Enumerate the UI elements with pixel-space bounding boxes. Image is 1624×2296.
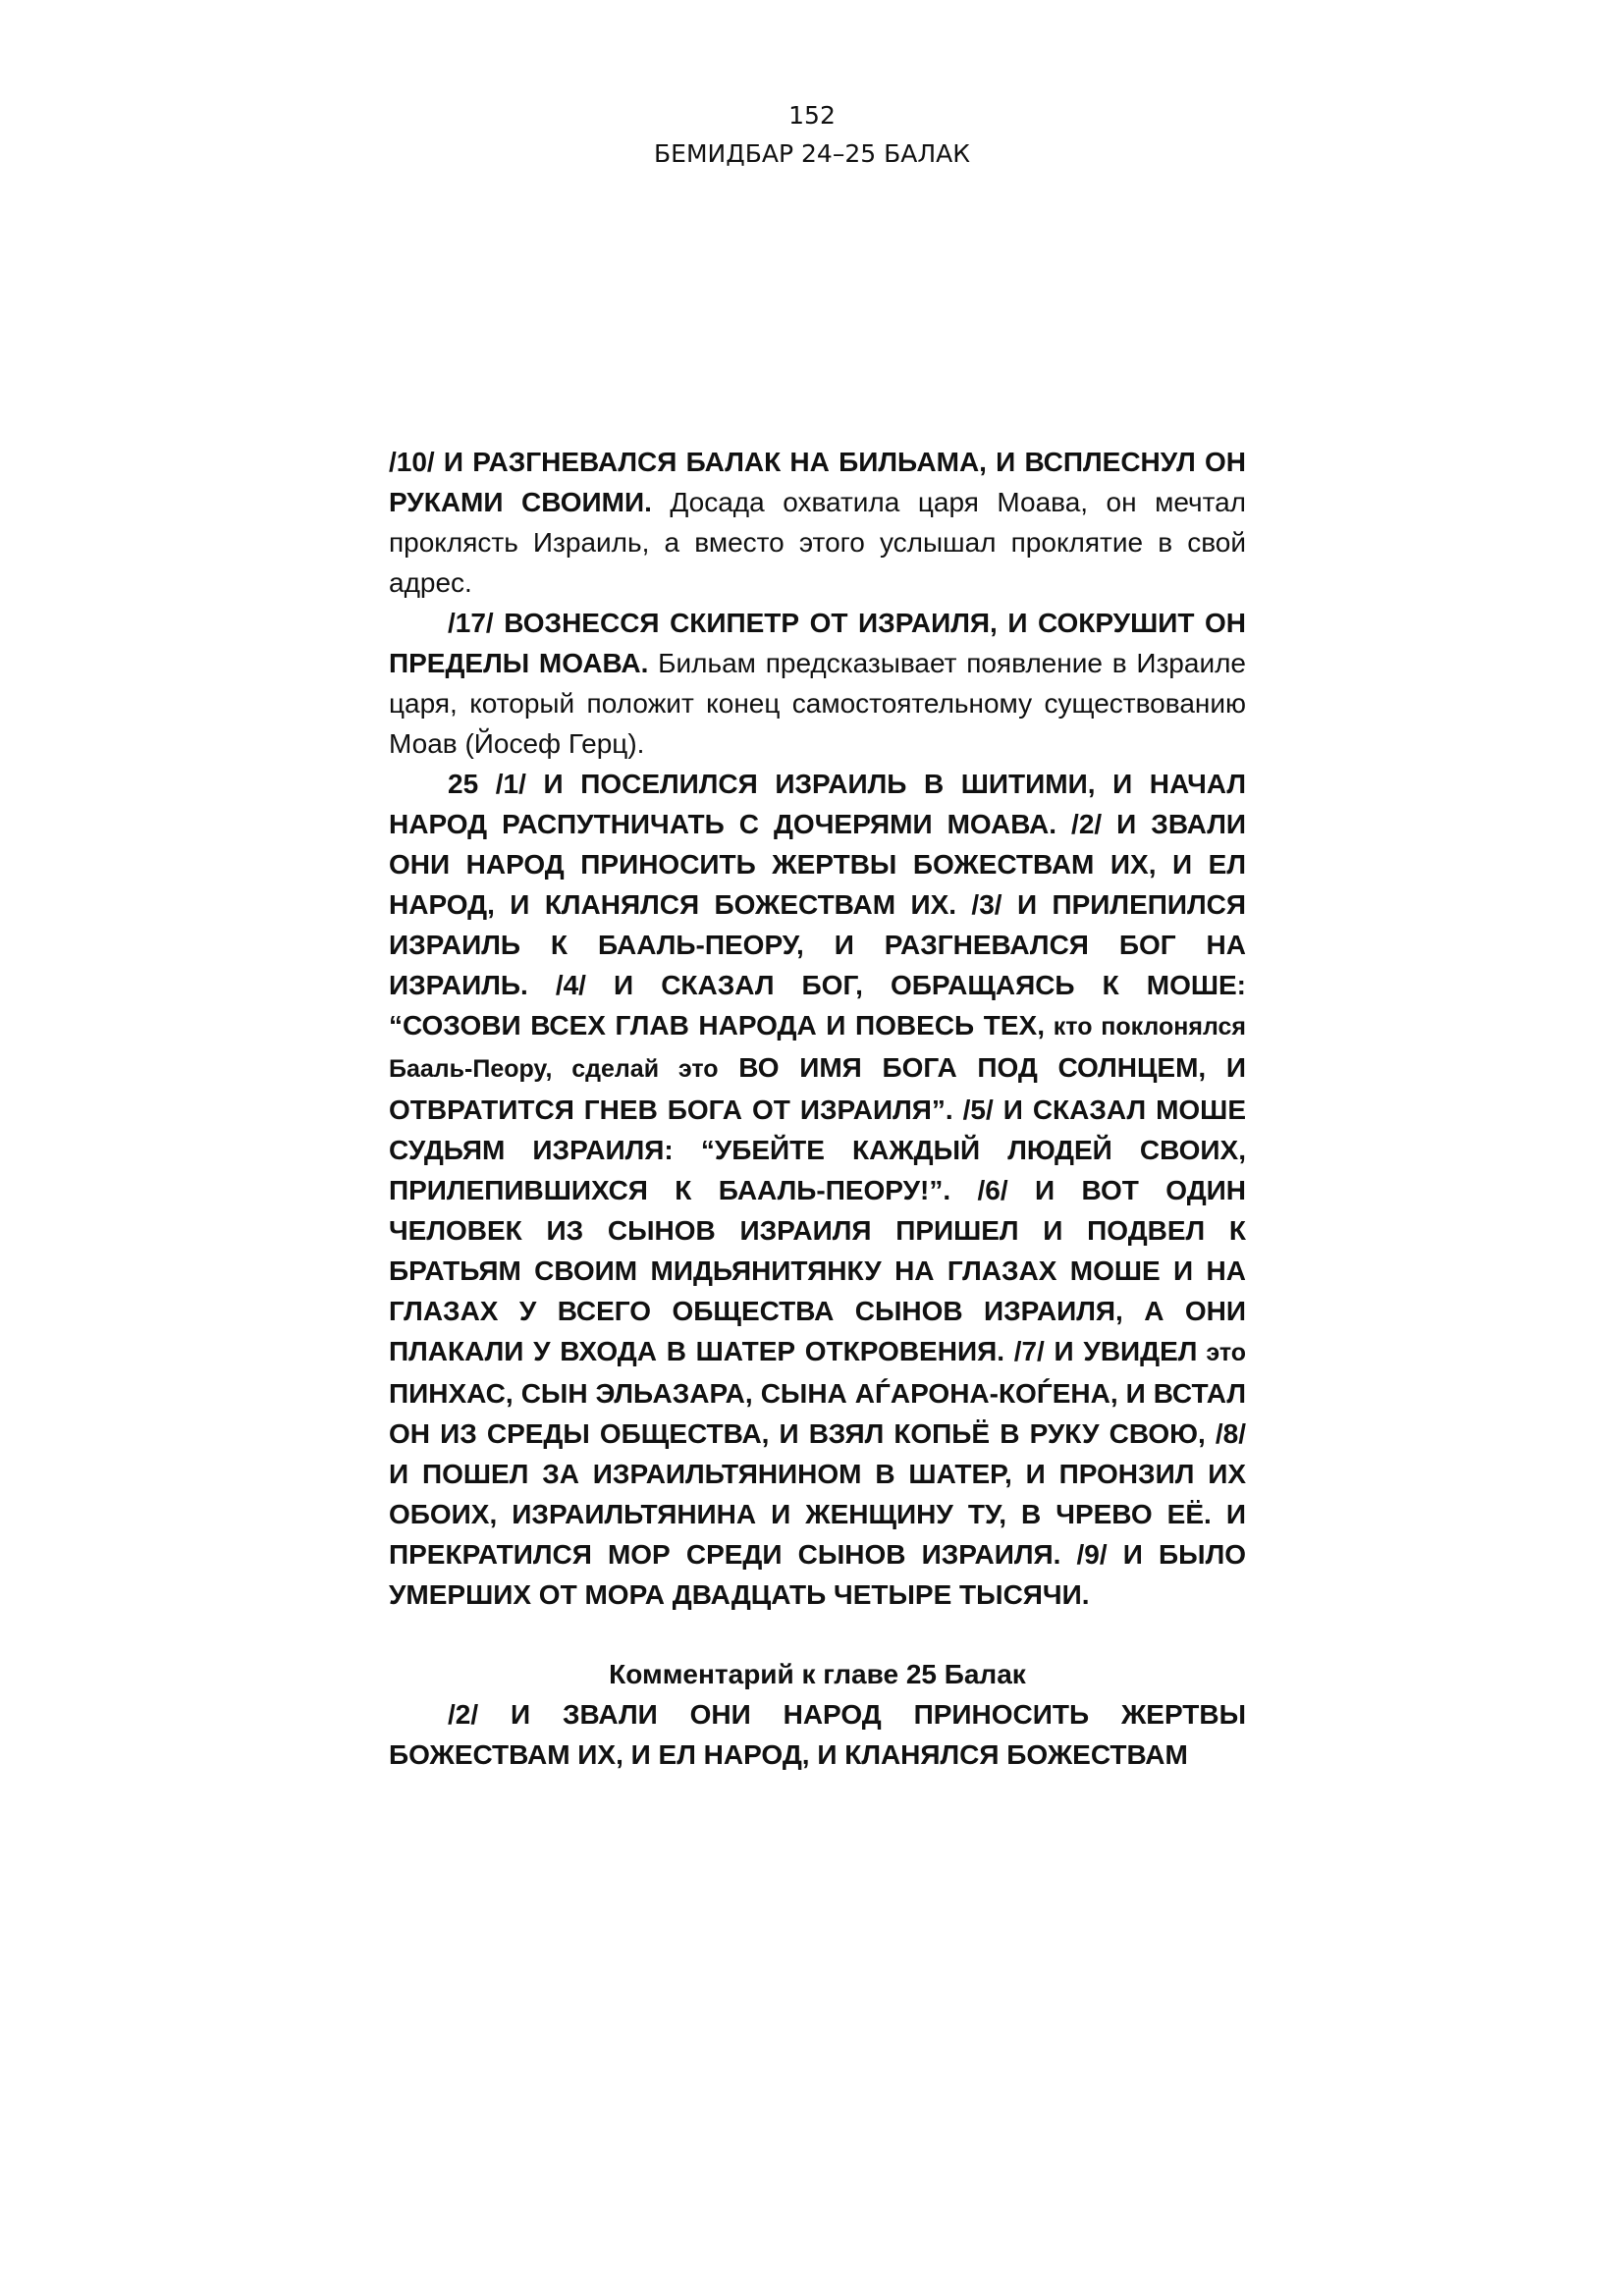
verse-text: /10/ И РАЗГНЕВАЛСЯ БАЛАК НА БИЛЬАМА, И ВСПЛЕСНУЛ ОН РУКАМИ СВОИМИ. xyxy=(389,447,1246,517)
commentary-text: Досада охватила царя Моава, он мечтал проклясть Израиль, а вместо этого услышал проклятие в свой адрес. xyxy=(389,487,1246,598)
verse-insert-text: это xyxy=(1197,1339,1247,1366)
verse-text: /2/ И ЗВАЛИ ОНИ НАРОД ПРИНОСИТЬ ЖЕРТВЫ БОЖЕСТВАМ ИХ, И ЕЛ НАРОД, И КЛАНЯЛСЯ БОЖЕСТВАМ xyxy=(389,1699,1246,1770)
page-number: 152 xyxy=(788,101,836,130)
commentary-text: Бильам предсказывает появление в Израиле царя, который положит конец самостоятельному существованию Моав (Йосеф Герц). xyxy=(389,648,1247,759)
page-body xyxy=(389,442,1246,1775)
commentary-paragraph xyxy=(389,1694,1246,1775)
commentary-heading xyxy=(389,1654,1246,1694)
running-head: БЕМИДБАР 24–25 БАЛАК xyxy=(654,139,970,168)
commentary-heading-text: Комментарий к главе 25 Балак xyxy=(609,1659,1026,1689)
verse-text: ПИНХАС, СЫН ЭЛЬАЗАРА, СЫНА АЃАРОНА-КОЃЕНА, И ВСТАЛ ОН ИЗ СРЕДЫ ОБЩЕСТВА, И ВЗЯЛ КОПЬЁ В РУКУ СВОЮ, /8/ И ПОШЕЛ ЗА ИЗРАИЛЬТЯНИНОМ В ШАТЕР, И ПРОНЗИЛ ИХ ОБОИХ, ИЗРАИЛЬТЯНИНА И ЖЕНЩИНУ ТУ, В ЧРЕВО ЕЁ. И ПРЕКРАТИЛСЯ МОР СРЕДИ СЫНОВ ИЗРАИЛЯ. /9/ И БЫЛО УМЕРШИХ ОТ МОРА ДВАДЦАТЬ ЧЕТЫРЕ ТЫСЯЧИ. xyxy=(389,1378,1246,1610)
verse-text: ВО ИМЯ БОГА ПОД СОЛНЦЕМ, И ОТВРАТИТСЯ ГНЕВ БОГА ОТ ИЗРАИЛЯ”. /5/ И СКАЗАЛ МОШЕ СУДЬЯМ ИЗРАИЛЯ: “УБЕЙТЕ КАЖДЫЙ ЛЮДЕЙ СВОИХ, ПРИЛЕПИВШИХСЯ К БААЛЬ-ПЕОРУ!”. /6/ И ВОТ ОДИН ЧЕЛОВЕК ИЗ СЫНОВ ИЗРАИЛЯ ПРИШЕЛ И ПОДВЕЛ К БРАТЬЯМ СВОИМ МИДЬЯНИТЯНКУ НА ГЛАЗАХ МОШЕ И НА ГЛАЗАХ У ВСЕГО ОБЩЕСТВА СЫНОВ ИЗРАИЛЯ, А ОНИ ПЛАКАЛИ У ВХОДА В ШАТЕР ОТКРОВЕНИЯ. /7/ И УВИДЕЛ xyxy=(389,1052,1246,1366)
verse-text: 25 /1/ И ПОСЕЛИЛСЯ ИЗРАИЛЬ В ШИТИМИ, И НАЧАЛ НАРОД РАСПУТНИЧАТЬ С ДОЧЕРЯМИ МОАВА. /2/ И ЗВАЛИ ОНИ НАРОД ПРИНОСИТЬ ЖЕРТВЫ БОЖЕСТВАМ ИХ, И ЕЛ НАРОД, И КЛАНЯЛСЯ БОЖЕСТВАМ ИХ. /3/ И ПРИЛЕПИЛСЯ ИЗРАИЛЬ К БААЛЬ-ПЕОРУ, И РАЗГНЕВАЛСЯ БОГ НА ИЗРАИЛЬ. /4/ И СКАЗАЛ БОГ, ОБРАЩАЯСЬ К МОШЕ: “СОЗОВИ ВСЕХ ГЛАВ НАРОДА И ПОВЕСЬ ТЕХ, xyxy=(389,769,1246,1041)
verse-insert-text: кто поклонялся Бааль-Пеору, сделай это xyxy=(389,1013,1246,1083)
paragraph-chapter-25 xyxy=(389,764,1246,1615)
verse-text: /17/ ВОЗНЕССЯ СКИПЕТР ОТ ИЗРАИЛЯ, И СОКРУШИТ ОН ПРЕДЕЛЫ МОАВА. xyxy=(389,608,1246,678)
paragraph-verse-10 xyxy=(389,442,1246,603)
paragraph-verse-17 xyxy=(389,603,1246,764)
